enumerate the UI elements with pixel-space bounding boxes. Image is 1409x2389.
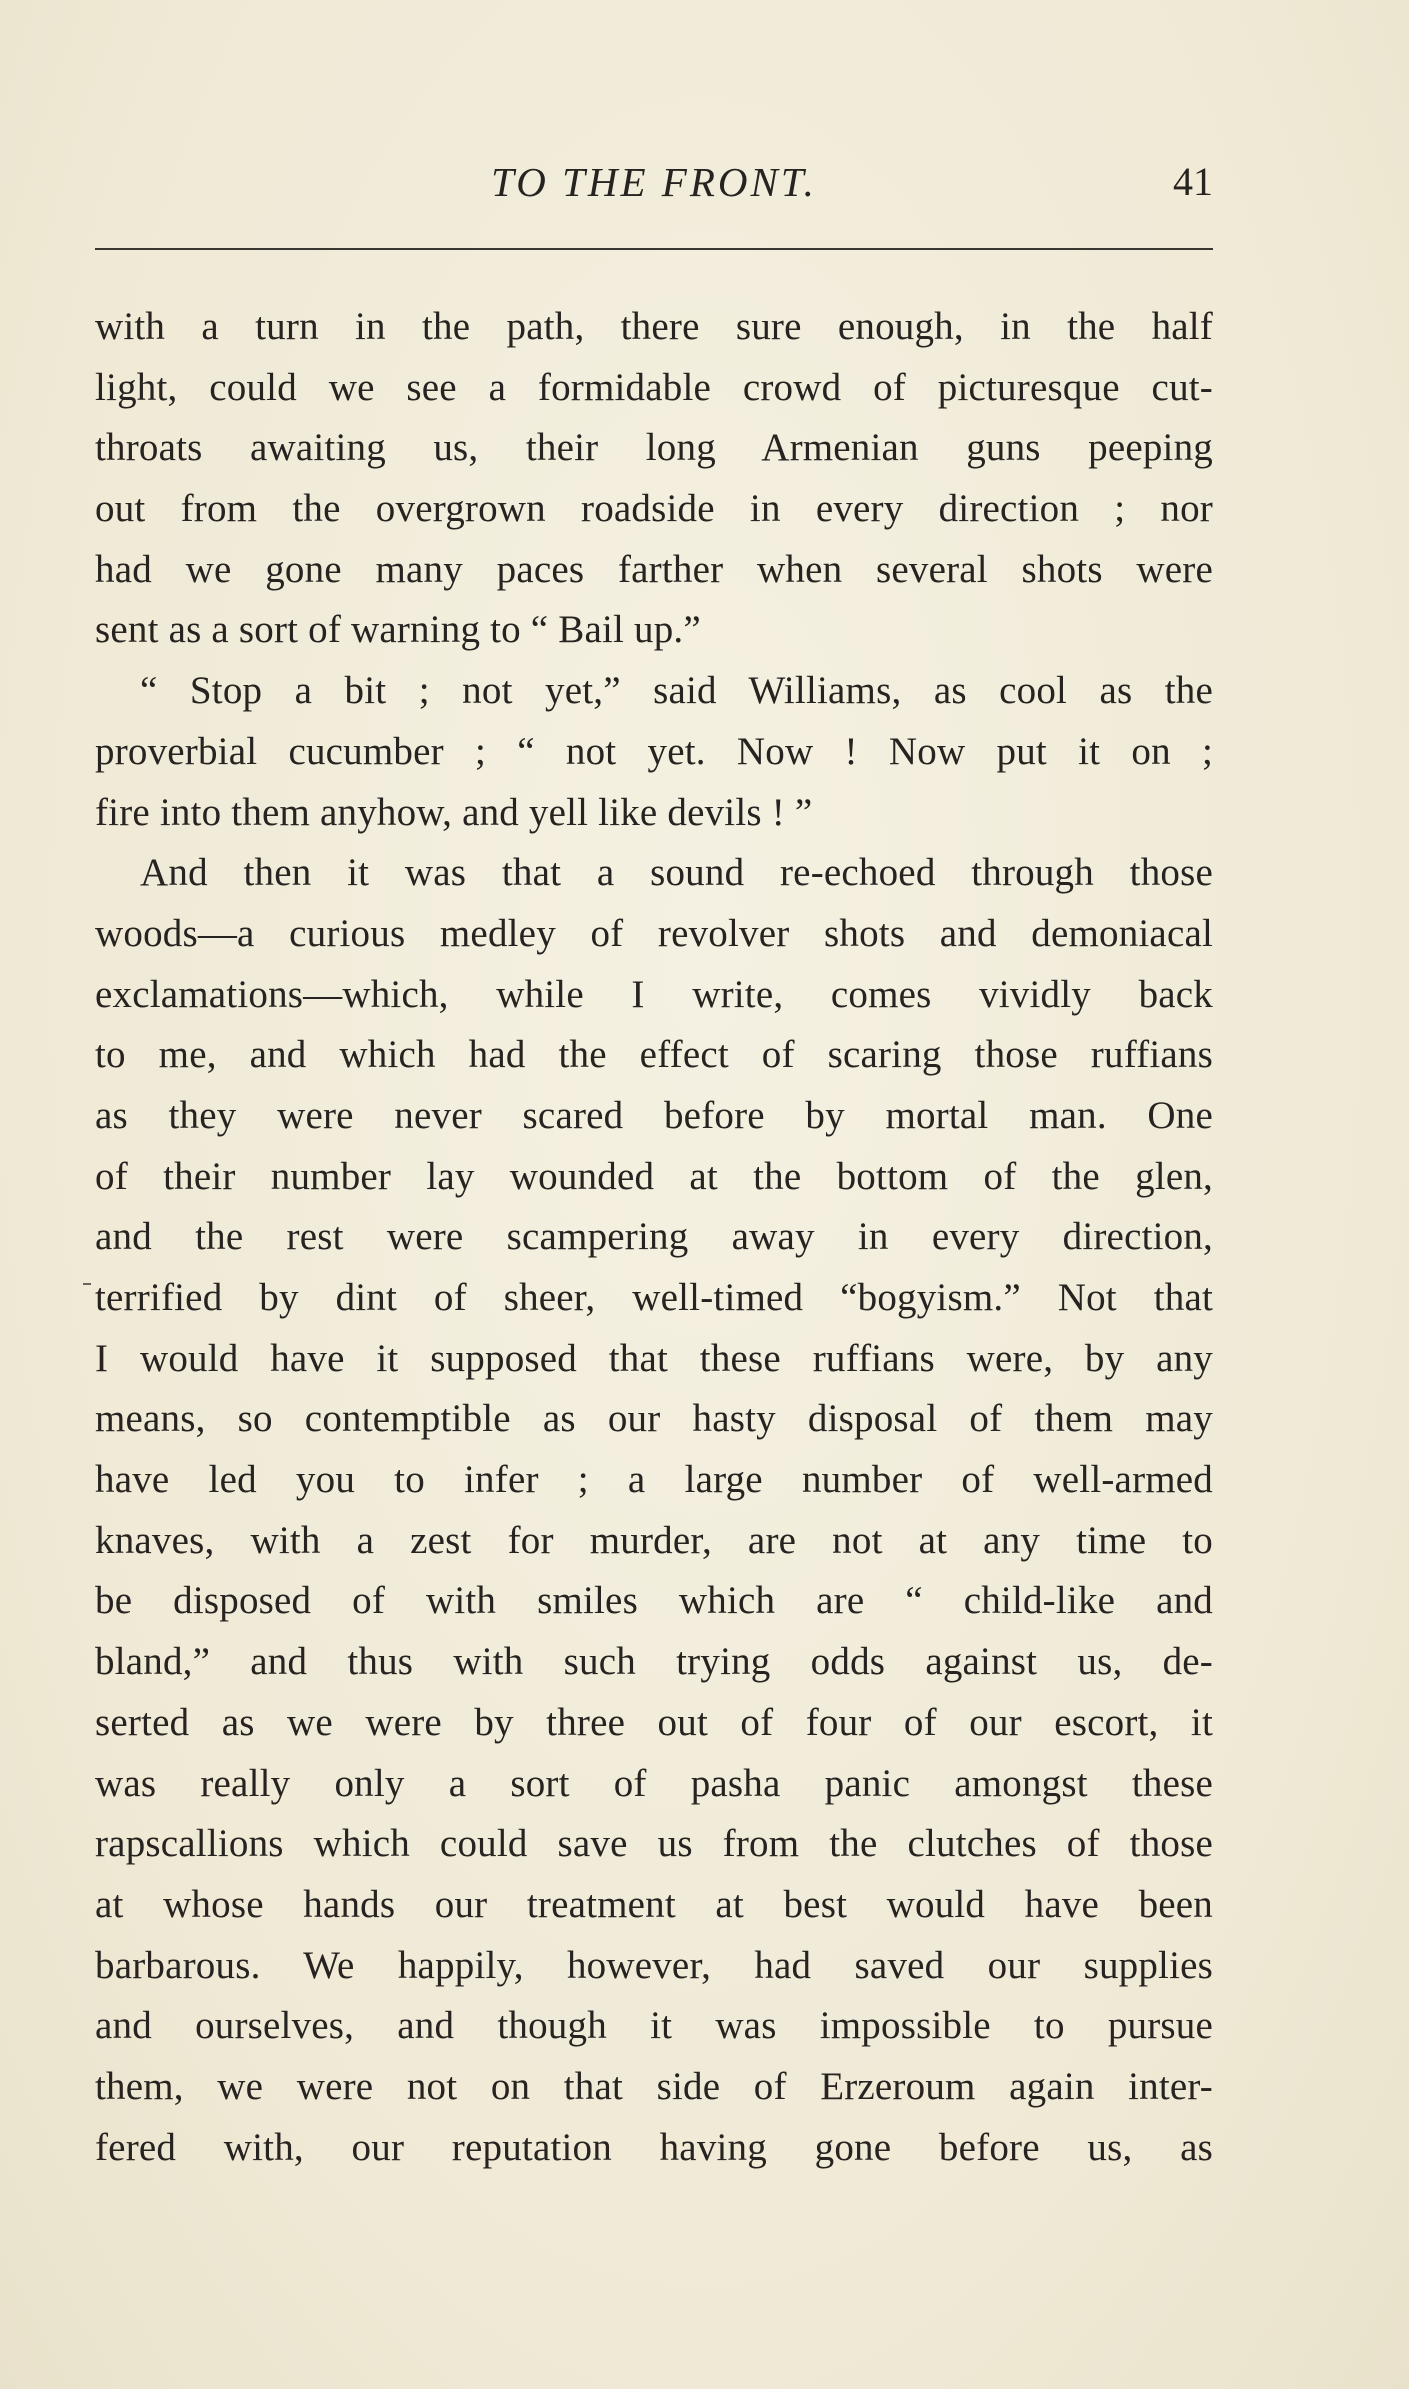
text-line: bland,” and thus with such trying odds against us, de-	[95, 1640, 1213, 1684]
text-line: woods—a curious medley of revolver shots and demoniacal	[95, 911, 1213, 955]
text-line: them, we were not on that side of Erzeroum again inter-	[95, 2064, 1213, 2108]
text-line: I would have it supposed that these ruffians were, by any	[95, 1336, 1213, 1380]
text-line: proverbial cucumber ; “ not yet. Now ! Now put it on ;	[95, 729, 1213, 773]
text-line: fered with, our reputation having gone before us, as	[95, 2125, 1213, 2169]
text-line: have led you to infer ; a large number of well-armed	[95, 1458, 1213, 1502]
text-line: to me, and which had the effect of scaring those ruffians	[95, 1033, 1213, 1077]
text-line: throats awaiting us, their long Armenian guns peeping	[95, 426, 1213, 470]
text-line: knaves, with a zest for murder, are not at any time to	[95, 1518, 1213, 1562]
text-line: barbarous. We happily, however, had saved our supplies	[95, 1943, 1213, 1987]
text-line: had we gone many paces farther when several shots were	[95, 547, 1213, 591]
text-line: serted as we were by three out of four of our escort, it	[95, 1700, 1213, 1744]
text-line: out from the overgrown roadside in every direction ; nor	[95, 487, 1213, 531]
margin-mark	[83, 1283, 91, 1285]
page-number: 41	[1173, 159, 1213, 204]
text-line: terrified by dint of sheer, well-timed “bogyism.” Not that	[95, 1276, 1213, 1319]
text-line: be disposed of with smiles which are “ child-like and	[95, 1579, 1213, 1623]
text-line: means, so contemptible as our hasty disposal of them may	[95, 1397, 1213, 1441]
text-line: and the rest were scampering away in every direction,	[95, 1215, 1213, 1259]
running-head	[95, 150, 1213, 220]
text-line: and ourselves, and though it was impossible to pursue	[95, 2004, 1213, 2048]
text-line: rapscallions which could save us from the clutches of those	[95, 1822, 1213, 1866]
text-line: light, could we see a formidable crowd of picturesque cut-	[95, 365, 1213, 409]
running-title: TO THE FRONT.	[491, 159, 817, 205]
text-line: as they were never scared before by mortal man. One	[95, 1093, 1213, 1137]
text-line: of their number lay wounded at the bottom of the glen,	[95, 1154, 1213, 1198]
text-line: exclamations—which, while I write, comes vividly back	[95, 972, 1213, 1016]
text-line: sent as a sort of warning to “ Bail up.”	[95, 608, 701, 652]
text-line: And then it was that a sound re-echoed through those	[140, 851, 1213, 895]
text-line: at whose hands our treatment at best would have been	[95, 1882, 1213, 1926]
text-line: “ Stop a bit ; not yet,” said Williams, as cool as the	[140, 669, 1213, 713]
text-line: was really only a sort of pasha panic amongst these	[95, 1761, 1213, 1805]
text-line: fire into them anyhow, and yell like devils ! ”	[95, 790, 813, 834]
body-text	[95, 297, 1213, 2178]
text-line: with a turn in the path, there sure enough, in the half	[95, 305, 1213, 348]
header-rule	[95, 248, 1213, 250]
